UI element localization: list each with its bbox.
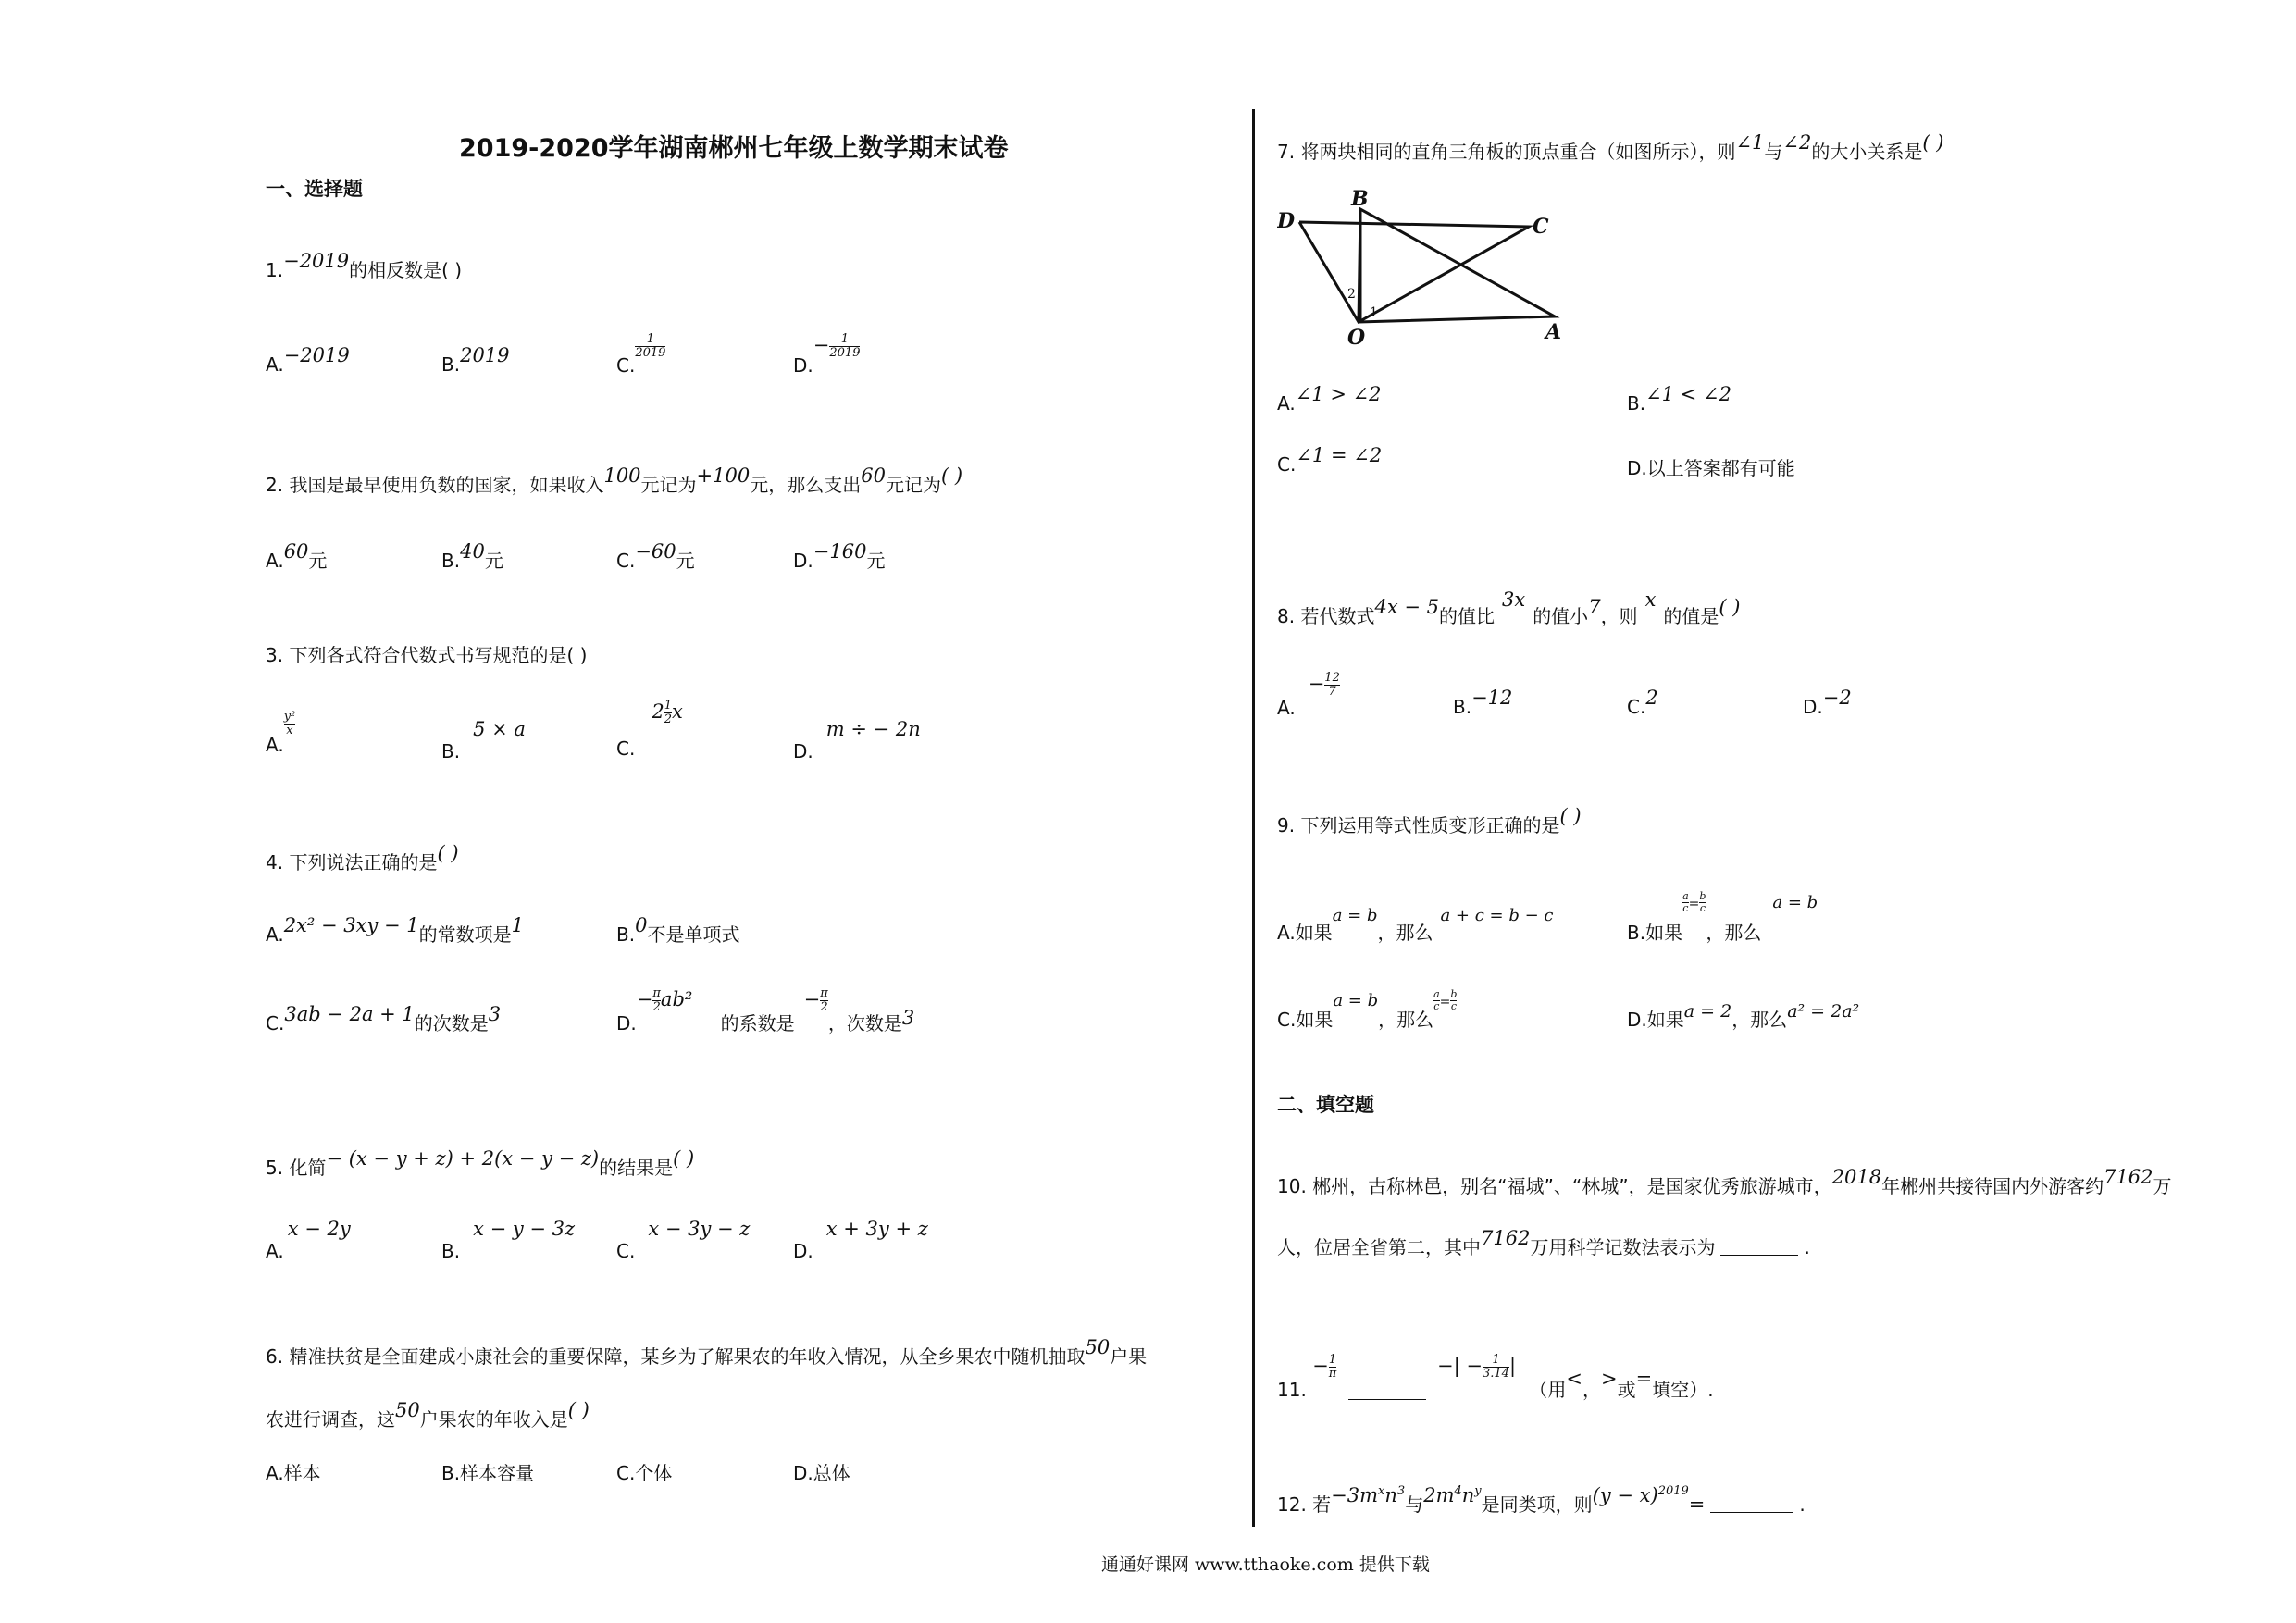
q1-number: 1.: [266, 259, 284, 281]
q11-answer-blank[interactable]: [1348, 1399, 1426, 1400]
question-6-line-1: 6. 精准扶贫是全面建成小康社会的重要保障，某乡为了解果农的年收入情况，从全乡果农中随机抽取50户果: [266, 1336, 1148, 1368]
page-title: 2019-2020学年湖南郴州七年级上数学期末试卷: [459, 134, 1009, 163]
q1-option-c: C. $\frac{1}{2019}$: [616, 332, 666, 377]
question-11: 11. − $\frac{1}{\pi}$ −| − $\frac{1}{3.14}$ | （用<，>或=填空）.: [1277, 1353, 1714, 1401]
q8-option-a: A.− $\frac{12}{7}$: [1277, 671, 1340, 719]
q7-option-d: D.以上答案都有可能: [1627, 457, 1795, 479]
column-divider: [1252, 109, 1255, 1527]
q4-option-a: A.2x² − 3xy − 1的常数项是1: [266, 914, 525, 946]
q4-option-b: B.0不是单项式: [616, 914, 740, 946]
q6-option-c: C.个体: [616, 1462, 673, 1484]
question-12: 12. 若$-3m^xn^3$与$2m^4n^y$是同类项，则$(y - x)^{2019}=$ .: [1277, 1484, 1806, 1516]
q7-option-a: A.∠1 > ∠2: [1277, 383, 1382, 415]
label-angle-1: 1: [1370, 305, 1378, 320]
q3-option-b: B.5 × a: [441, 718, 526, 762]
q6-option-b: B.样本容量: [441, 1462, 535, 1484]
footer-credit: 通通好课网 www.tthaoke.com 提供下载: [1101, 1555, 1430, 1575]
question-1: [266, 250, 463, 282]
question-8: 8. 若代数式4x − 5的值比3x的值小7，则x的值是( ): [1277, 588, 1741, 627]
question-10-line-2: 人，位居全省第二，其中7162万用科学记数法表示为 .: [1277, 1227, 1810, 1258]
q8-option-c: C.2: [1627, 687, 1658, 718]
q9-option-c: C.如果a = b，那么 $\frac{a}{c}$ = $\frac{b}{c}$: [1277, 988, 1458, 1031]
q12-answer-blank[interactable]: [1710, 1512, 1793, 1513]
triangle-dco: [1299, 222, 1529, 322]
question-9: 9. 下列运用等式性质变形正确的是( ): [1277, 805, 1582, 836]
q7-option-b: B.∠1 < ∠2: [1627, 383, 1731, 415]
q1-option-b: B.2019: [441, 344, 510, 376]
q3-option-a: A. $\frac{\text{y²}}{x}$: [266, 710, 296, 756]
question-3: 3. 下列各式符合代数式书写规范的是( ): [266, 644, 588, 666]
question-2: 2. 我国是最早使用负数的国家，如果收入100元记为+100元，那么支出60元记为( ): [266, 465, 963, 496]
label-C: C: [1533, 215, 1549, 239]
label-angle-2: 2: [1347, 287, 1356, 302]
q6-option-a: A.样本: [266, 1462, 321, 1484]
q3-option-d: D.m ÷ − 2n: [793, 718, 921, 762]
q10-answer-blank[interactable]: [1720, 1255, 1798, 1256]
question-10-line-1: 10. 郴州，古称林邑，别名“福城”、“林城”，是国家优秀旅游城市，2018年郴州共接待国内外游客约7162万: [1277, 1166, 2172, 1197]
q7-option-c: C.∠1 = ∠2: [1277, 444, 1383, 476]
label-O: O: [1347, 326, 1366, 350]
q1-option-d: D.− $\frac{1}{2019}$: [793, 332, 861, 377]
q2-option-d: D.−160元: [793, 540, 886, 572]
section-fill: 二、填空题: [1277, 1094, 1374, 1116]
question-4: 4. 下列说法正确的是( ): [266, 842, 459, 873]
section-choice: 一、选择题: [266, 178, 363, 200]
q5-option-d: D.x + 3y + z: [793, 1218, 928, 1262]
question-7: 7. 将两块相同的直角三角板的顶点重合（如图所示），则∠1与∠2的大小关系是( ): [1277, 131, 1944, 163]
q8-option-d: D.−2: [1803, 687, 1852, 718]
q9-option-b: B.如果 $\frac{a}{c}$ = $\frac{b}{c}$ ，那么a = b: [1627, 890, 1818, 944]
q1-text: 的相反数是( ): [349, 259, 463, 281]
question-5: 5. 化简− (x − y + z) + 2(x − y − z)的结果是( ): [266, 1147, 695, 1179]
q1-expr: −2019: [283, 250, 350, 272]
q5-option-c: C.x − 3y − z: [616, 1218, 751, 1262]
q8-option-b: B.−12: [1453, 687, 1513, 718]
q2-option-a: A.60元: [266, 540, 328, 572]
q6-option-d: D.总体: [793, 1462, 850, 1484]
q9-option-a: A.如果a = b，那么a + c = b − c: [1277, 906, 1554, 944]
q9-option-d: D.如果a = 2，那么a² = 2a²: [1627, 1001, 1860, 1031]
question-6-line-2: 农进行调查，这50户果农的年收入是( ): [266, 1399, 590, 1431]
label-A: A: [1545, 320, 1562, 344]
q2-option-b: B.40元: [441, 540, 503, 572]
label-D: D: [1277, 209, 1296, 233]
q5-option-a: A.x − 2y: [266, 1218, 351, 1262]
q4-option-d: D.− $\frac{\pi}{2}$ ab² 的系数是− $\frac{\pi}{2}$ ，次数是3: [616, 986, 915, 1035]
q4-option-c: C.3ab − 2a + 1的次数是3: [266, 1003, 502, 1035]
q1-option-a: A.−2019: [266, 344, 350, 376]
q2-option-c: C.−60元: [616, 540, 695, 572]
q3-option-c: C.2 $\frac{1}{2}$ x: [616, 699, 683, 760]
q7-triangle-figure: [1277, 185, 1573, 352]
q5-option-b: B.x − y − 3z: [441, 1218, 576, 1262]
label-B: B: [1351, 187, 1369, 211]
